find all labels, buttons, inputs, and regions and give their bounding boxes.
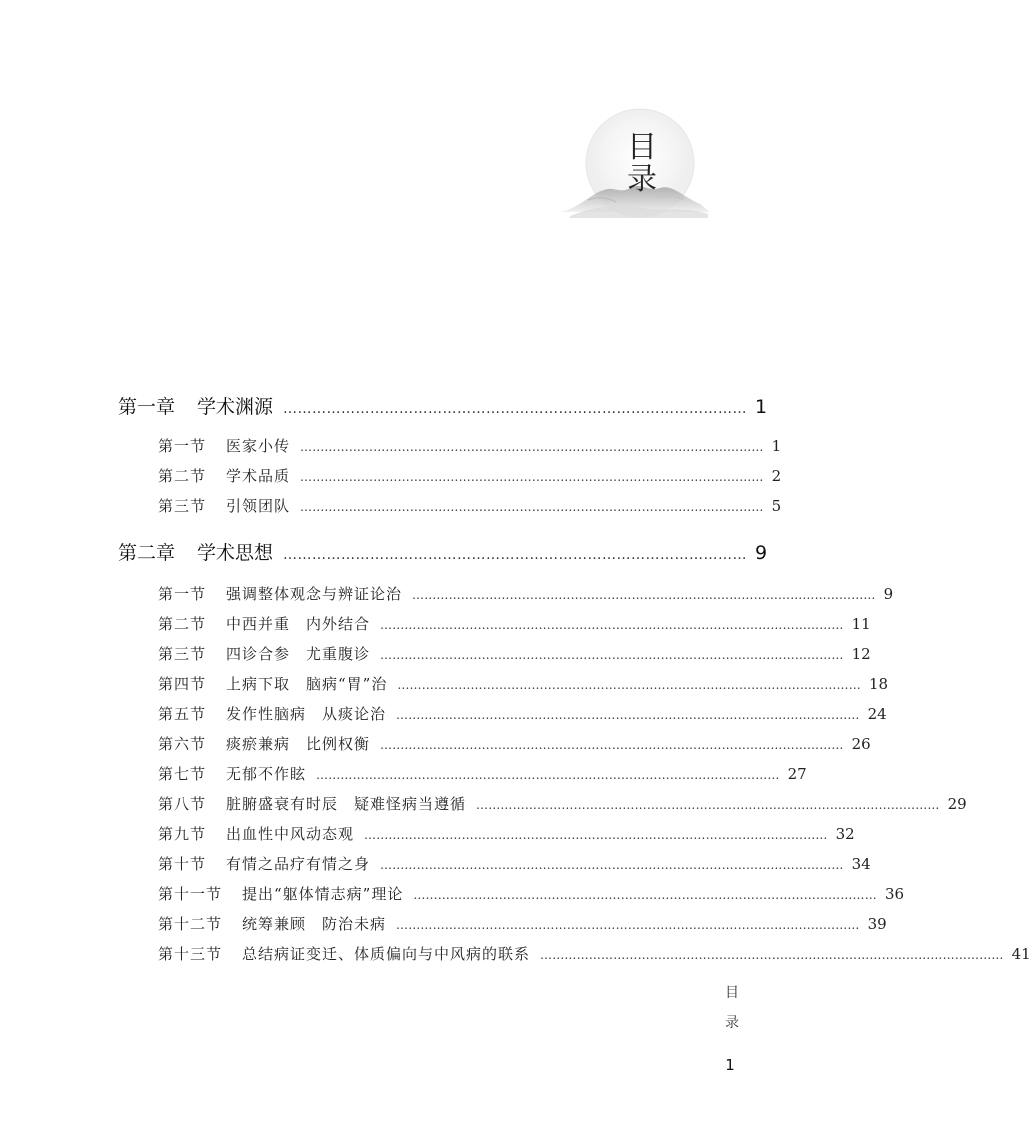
section-number: 第三节 xyxy=(158,497,207,515)
section-page: 1 xyxy=(771,437,782,455)
running-head xyxy=(722,978,742,1038)
section-number: 第十节 xyxy=(158,855,207,873)
section-number: 第二节 xyxy=(158,467,207,485)
section-page: 9 xyxy=(883,585,894,603)
section-page: 39 xyxy=(867,915,887,933)
section-page: 26 xyxy=(851,735,871,753)
section-number: 第十二节 xyxy=(158,915,223,933)
section-title: 学术品质 xyxy=(226,467,291,485)
chapter-page: 1 xyxy=(755,396,768,418)
contents-heading xyxy=(622,132,662,196)
section-page: 34 xyxy=(851,855,871,873)
section-number: 第三节 xyxy=(158,645,207,663)
dot-leader: …………………………………………………………………………………………………… xyxy=(397,678,861,692)
section-page: 41 xyxy=(1011,945,1031,963)
dot-leader: …………………………………………………………………………………………………… xyxy=(380,618,844,632)
dot-leader: …………………………………………………………………………………… xyxy=(283,401,748,417)
dot-leader: …………………………………………………………………………………………………… xyxy=(413,888,877,902)
toc-section-2-5[interactable] xyxy=(158,703,887,724)
section-title: 中西并重 内外结合 xyxy=(226,615,371,633)
toc-section-2-11[interactable] xyxy=(158,883,905,904)
section-page: 2 xyxy=(771,467,782,485)
dot-leader: …………………………………………………………………………………………………… xyxy=(300,470,764,484)
contents-emblem xyxy=(560,108,710,228)
running-head-char-1: 目 xyxy=(725,985,739,1001)
toc-chapter-1[interactable] xyxy=(118,392,768,419)
dot-leader: …………………………………………………………………………………………………… xyxy=(380,858,844,872)
toc-section-2-10[interactable] xyxy=(158,853,871,874)
section-page: 18 xyxy=(868,675,889,693)
dot-leader: …………………………………………………………………………………………………… xyxy=(380,648,844,662)
section-title: 统筹兼顾 防治未病 xyxy=(242,915,387,933)
toc-section-2-7[interactable] xyxy=(158,763,807,784)
running-head-char-2: 录 xyxy=(725,1015,739,1031)
dot-leader: …………………………………………………………………………………………………… xyxy=(316,768,780,782)
section-page: 5 xyxy=(771,497,782,515)
section-number: 第六节 xyxy=(158,735,207,753)
dot-leader: …………………………………………………………………………………………………… xyxy=(300,500,764,514)
toc-chapter-2[interactable] xyxy=(118,538,768,565)
section-title: 脏腑盛衰有时辰 疑难怪病当遵循 xyxy=(226,795,467,813)
heading-char-1: 目 xyxy=(627,130,657,165)
toc-section-2-2[interactable] xyxy=(158,613,871,634)
section-title: 强调整体观念与辨证论治 xyxy=(226,585,403,603)
section-number: 第二节 xyxy=(158,615,207,633)
toc-section-2-4[interactable] xyxy=(158,673,889,694)
section-title: 出血性中风动态观 xyxy=(226,825,355,843)
section-number: 第四节 xyxy=(158,675,207,693)
section-title: 引领团队 xyxy=(226,497,291,515)
dot-leader: …………………………………………………………………………………………………… xyxy=(476,798,940,812)
section-number: 第九节 xyxy=(158,825,207,843)
dot-leader: …………………………………………………………………………………………………… xyxy=(380,738,844,752)
section-title: 痰瘀兼病 比例权衡 xyxy=(226,735,371,753)
section-number: 第十三节 xyxy=(158,945,223,963)
heading-char-2: 录 xyxy=(627,162,657,197)
section-number: 第八节 xyxy=(158,795,207,813)
section-page: 12 xyxy=(851,645,871,663)
section-title: 总结病证变迁、体质偏向与中风病的联系 xyxy=(242,945,531,963)
dot-leader: …………………………………………………………………………………………………… xyxy=(396,708,860,722)
chapter-page: 9 xyxy=(755,542,768,564)
toc-section-2-13[interactable] xyxy=(158,943,1031,964)
section-page: 36 xyxy=(884,885,905,903)
toc-section-2-3[interactable] xyxy=(158,643,871,664)
section-title: 无郁不作眩 xyxy=(226,765,307,783)
section-title: 四诊合参 尤重腹诊 xyxy=(226,645,371,663)
section-page: 32 xyxy=(835,825,855,843)
section-title: 发作性脑病 从痰论治 xyxy=(226,705,387,723)
toc-section-1-3[interactable] xyxy=(158,495,782,516)
section-page: 24 xyxy=(867,705,887,723)
chapter-title: 学术思想 xyxy=(197,542,274,564)
section-title: 有情之品疗有情之身 xyxy=(226,855,371,873)
section-title: 上病下取 脑病“胃”治 xyxy=(226,675,388,693)
section-page: 29 xyxy=(947,795,967,813)
section-number: 第一节 xyxy=(158,585,207,603)
dot-leader: …………………………………………………………………………………………………… xyxy=(364,828,828,842)
chapter-number: 第一章 xyxy=(118,396,176,418)
toc-section-2-12[interactable] xyxy=(158,913,887,934)
section-number: 第一节 xyxy=(158,437,207,455)
dot-leader: …………………………………………………………………………………………………… xyxy=(412,588,876,602)
toc-section-2-8[interactable] xyxy=(158,793,967,814)
chapter-number: 第二章 xyxy=(118,542,176,564)
toc-section-1-2[interactable] xyxy=(158,465,782,486)
dot-leader: …………………………………………………………………………………… xyxy=(283,547,748,563)
toc-section-2-1[interactable] xyxy=(158,583,894,604)
section-number: 第七节 xyxy=(158,765,207,783)
dot-leader: …………………………………………………………………………………………………… xyxy=(396,918,860,932)
section-number: 第十一节 xyxy=(158,885,223,903)
toc-section-1-1[interactable] xyxy=(158,435,782,456)
section-title: 提出“躯体情志病”理论 xyxy=(242,885,404,903)
section-number: 第五节 xyxy=(158,705,207,723)
chapter-title: 学术渊源 xyxy=(197,396,274,418)
dot-leader: …………………………………………………………………………………………………… xyxy=(300,440,764,454)
section-page: 11 xyxy=(851,615,871,633)
toc-section-2-9[interactable] xyxy=(158,823,855,844)
dot-leader: …………………………………………………………………………………………………… xyxy=(540,948,1004,962)
page-number: 1 xyxy=(725,1056,735,1074)
toc-section-2-6[interactable] xyxy=(158,733,871,754)
section-page: 27 xyxy=(787,765,807,783)
section-title: 医家小传 xyxy=(226,437,291,455)
